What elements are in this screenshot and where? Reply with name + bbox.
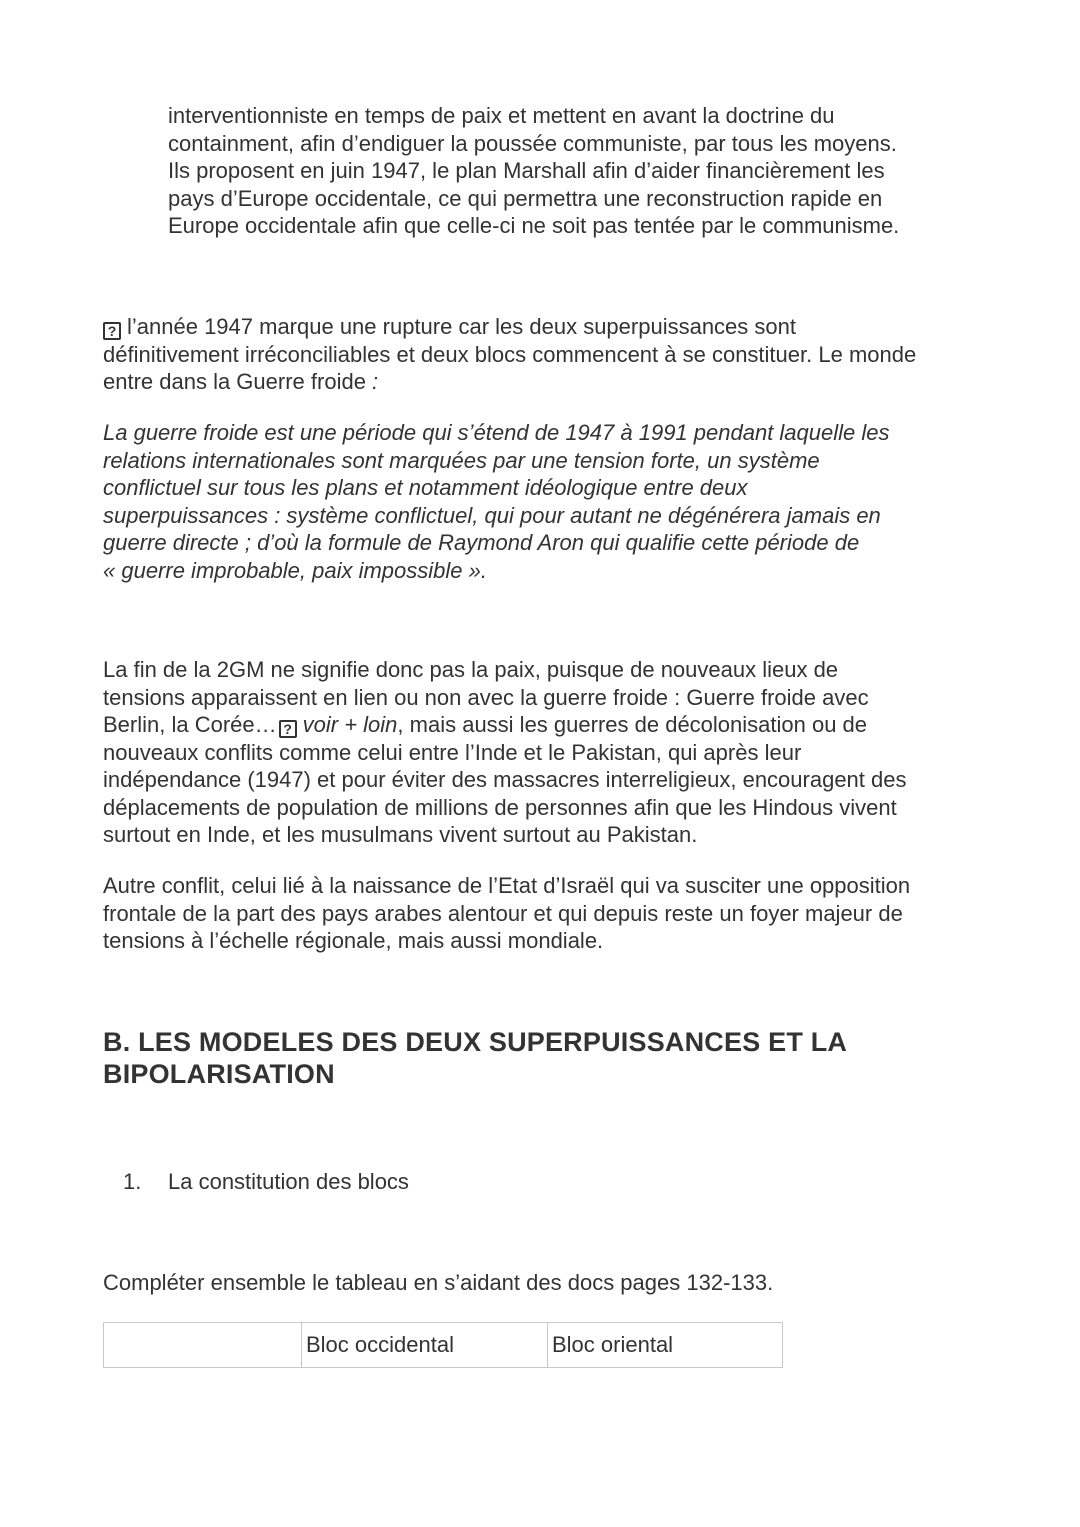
fin-2gm-line: surtout en Inde, et les musulmans vivent surtout au Pakistan. [103, 822, 698, 847]
definition-line: conflictuel sur tous les plans et notamment idéologique entre deux [103, 475, 748, 500]
intro-line: containment, afin d’endiguer la poussée communiste, par tous les moyens. [168, 130, 897, 156]
rupture-paragraph [103, 313, 916, 396]
intro-line: pays d’Europe occidentale, ce qui permettra une reconstruction rapide en [168, 185, 883, 211]
definition-line: « guerre improbable, paix impossible ». [103, 557, 487, 583]
bloc-table [103, 1322, 783, 1368]
table-header-cell-empty [104, 1323, 302, 1368]
table-header-bloc-occidental: Bloc occidental [302, 1323, 548, 1368]
definition-line: relations internationales sont marquées par une tension forte, un système [103, 447, 820, 473]
intro-line: interventionniste en temps de paix et mettent en avant la doctrine du [168, 103, 835, 128]
fin-2gm-line: déplacements de population de millions de personnes afin que les Hindous vivent [103, 794, 897, 820]
israel-line: frontale de la part des pays arabes alentour et qui depuis reste un foyer majeur de [103, 900, 903, 926]
table-header-row [104, 1323, 783, 1368]
definition-line: guerre directe ; d’où la formule de Raymond Aron qui qualifie cette période de [103, 530, 860, 555]
fin-2gm-paragraph [103, 656, 906, 849]
israel-line: tensions à l’échelle régionale, mais aussi mondiale. [103, 928, 604, 953]
question-mark-icon: ? [103, 322, 121, 340]
rupture-line-2: définitivement irréconciliables et deux blocs commencent à se constituer. Le monde [103, 341, 917, 367]
rupture-text-1: l’année 1947 marque une rupture car les deux superpuissances sont [127, 314, 796, 339]
definition-line: superpuissances : système conflictuel, qui pour autant ne dégénérera jamais en [103, 502, 881, 528]
section-heading-line-2: BIPOLARISATION [103, 1059, 335, 1089]
list-item [123, 1168, 409, 1196]
fin-2gm-line: tensions apparaissent en lien ou non avec la guerre froide : Guerre froide avec [103, 684, 869, 710]
rupture-text-3: entre dans la Guerre froide [103, 369, 366, 394]
israel-paragraph [103, 872, 910, 955]
intro-line: Europe occidentale afin que celle-ci ne soit pas tentée par le communisme. [168, 213, 900, 238]
intro-paragraph [168, 102, 899, 240]
fin-2gm-line: nouveaux conflits comme celui entre l’Inde et le Pakistan, qui après leur [103, 739, 802, 765]
rupture-line-1 [103, 313, 916, 341]
question-mark-icon: ? [279, 720, 297, 738]
voir-loin-text: voir + loin [302, 712, 398, 737]
definition-line: La guerre froide est une période qui s’étend de 1947 à 1991 pendant laquelle les [103, 420, 890, 445]
table-header-bloc-oriental: Bloc oriental [548, 1323, 783, 1368]
israel-line: Autre conflit, celui lié à la naissance de l’Etat d’Israël qui va susciter une opposition [103, 873, 911, 898]
section-heading-line-1: B. LES MODELES DES DEUX SUPERPUISSANCES ET LA [103, 1027, 848, 1057]
rupture-line-3 [103, 368, 916, 396]
list-item-number: 1. [123, 1169, 142, 1194]
rupture-colon: : [365, 369, 379, 394]
list-item-label: La constitution des blocs [168, 1169, 409, 1194]
fin-2gm-line-3-end: , mais aussi les guerres de décolonisation ou de [397, 712, 868, 737]
fin-2gm-line-3-start: Berlin, la Corée… [103, 712, 277, 737]
fin-2gm-line: La fin de la 2GM ne signifie donc pas la paix, puisque de nouveaux lieux de [103, 657, 839, 682]
definition-paragraph [103, 419, 890, 584]
fin-2gm-line: indépendance (1947) et pour éviter des massacres interreligieux, encouragent des [103, 767, 907, 792]
fin-2gm-line-3 [103, 711, 906, 739]
instruction-line: Compléter ensemble le tableau en s’aidant des docs pages 132-133. [103, 1270, 774, 1295]
section-heading [103, 1026, 847, 1090]
instruction-text [103, 1269, 773, 1297]
intro-line: Ils proposent en juin 1947, le plan Marshall afin d’aider financièrement les [168, 158, 885, 183]
